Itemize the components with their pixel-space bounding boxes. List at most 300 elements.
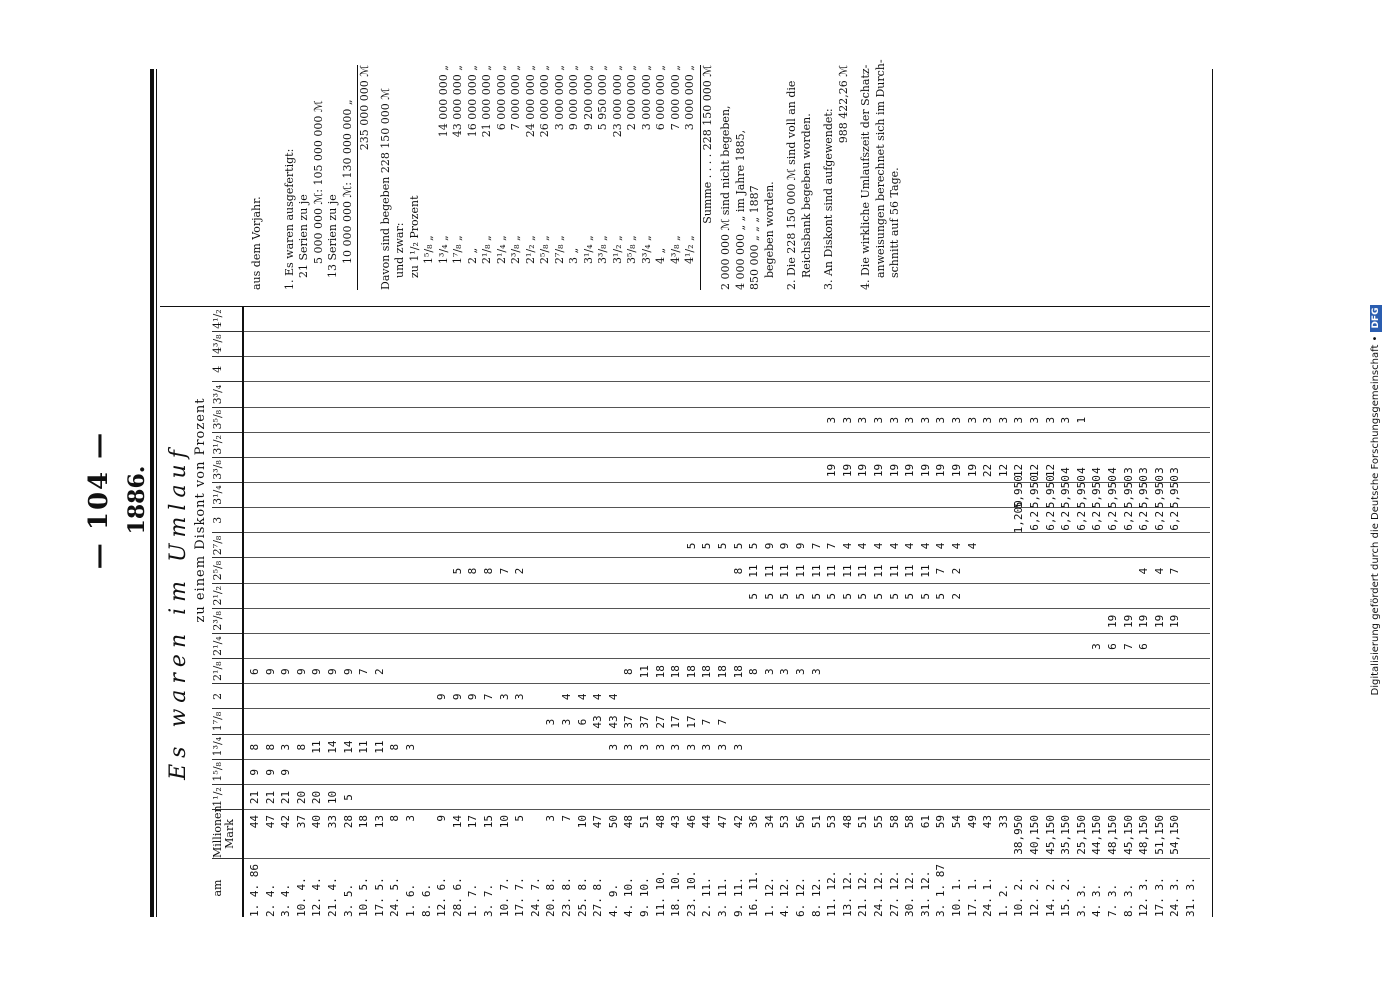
given-row bbox=[480, 65, 495, 290]
rate-cell: 19 bbox=[1152, 614, 1166, 629]
rate-cell: 18 bbox=[653, 665, 667, 679]
row-date: 3. 1. 87 bbox=[934, 864, 948, 917]
rate-cell: 19 bbox=[903, 463, 917, 478]
rate-cell: 5 bbox=[856, 592, 870, 600]
row-amount: 49 bbox=[965, 815, 979, 829]
row-amount: 18 bbox=[357, 815, 371, 829]
row-amount: 8 bbox=[388, 815, 402, 822]
rate-cell: 1,200 bbox=[1012, 500, 1026, 534]
rate-cell: 22 bbox=[981, 463, 995, 478]
given-rows bbox=[422, 65, 698, 290]
rate-cell: 7 bbox=[1121, 643, 1135, 650]
rate-cell: 19 bbox=[965, 463, 979, 478]
rate-cell: 6,2 bbox=[1043, 510, 1057, 531]
rate-cell: 12 bbox=[1043, 463, 1057, 478]
row-amount: 17 bbox=[466, 815, 480, 829]
header-rate-13: 3¹/₄ bbox=[212, 483, 242, 508]
rate-cell: 6 bbox=[248, 668, 261, 675]
row-amount: 3 bbox=[544, 815, 558, 822]
rate-cell: 5 bbox=[825, 592, 839, 600]
rate-cell: 5 bbox=[887, 592, 901, 600]
given-amount: 14 000 000 „ bbox=[436, 65, 450, 138]
row-date: 31. 12. bbox=[918, 870, 932, 917]
rate-column-line bbox=[242, 809, 1210, 810]
rate-cell: 20 bbox=[294, 790, 308, 805]
rate-cell: 9 bbox=[450, 693, 464, 701]
rate-cell: 8 bbox=[248, 743, 261, 751]
rate-column-line bbox=[242, 381, 1210, 382]
given-rate: 2⁷/₈ „ bbox=[552, 235, 566, 264]
row-date: 24. 7. bbox=[528, 877, 542, 917]
row-date: 20. 8. bbox=[544, 877, 558, 917]
rate-cell: 7 bbox=[497, 567, 511, 575]
header-rate-1: 1¹/₂ bbox=[212, 785, 242, 810]
rate-cell: 19 bbox=[887, 463, 901, 478]
given-amount: 2 000 000 „ bbox=[625, 65, 638, 131]
given-row bbox=[625, 65, 640, 290]
row-date: 27. 8. bbox=[591, 877, 605, 917]
rate-cell: 11 bbox=[372, 740, 386, 754]
rate-cell: 43 bbox=[606, 715, 620, 729]
rate-cell: 9 bbox=[794, 542, 807, 550]
rate-cell: 4 bbox=[965, 542, 979, 550]
rate-cell: 7 bbox=[825, 542, 839, 550]
row-date: 24. 12. bbox=[872, 870, 885, 917]
rate-cell: 4 bbox=[918, 542, 932, 550]
rate-cell: 17 bbox=[684, 715, 698, 729]
note-1-series-a-amount: 5 000 000 ℳ: 105 000 000 ℳ bbox=[311, 100, 325, 264]
row-date: 16. 11. bbox=[747, 870, 761, 917]
row-date: 17. 5. bbox=[372, 877, 386, 917]
rate-cell: 3 bbox=[856, 416, 870, 424]
rate-cell: 6,2 bbox=[1121, 510, 1135, 531]
header-rate-5: 2 bbox=[212, 684, 242, 709]
rate-cell: 37 bbox=[638, 715, 651, 729]
rate-cell: 17 bbox=[669, 715, 683, 729]
row-date: 10. 4. bbox=[294, 877, 308, 917]
rate-cell: 19 bbox=[950, 463, 963, 478]
row-date: 25. 8. bbox=[575, 877, 589, 917]
rate-cell: 3 bbox=[700, 743, 714, 751]
rate-cell: 3 bbox=[778, 668, 792, 675]
header-rate-4: 1⁷/₈ bbox=[212, 709, 242, 734]
rate-cell: 5 bbox=[731, 542, 745, 550]
row-amount: 47 bbox=[263, 815, 277, 829]
row-date: 1. 7. bbox=[466, 883, 480, 917]
rate-cell: 4 bbox=[887, 542, 901, 550]
row-amount: 34 bbox=[762, 815, 776, 829]
row-amount: 9 bbox=[435, 815, 449, 822]
given-rate: 2³/₈ „ bbox=[509, 235, 522, 264]
header-rate-18: 4 bbox=[212, 357, 242, 382]
row-amount: 50 bbox=[606, 815, 620, 829]
rate-cell: 14 bbox=[326, 740, 339, 754]
rate-cell: 4 bbox=[1106, 467, 1119, 474]
rate-cell: 11 bbox=[310, 740, 324, 754]
rate-cell: 4 bbox=[591, 693, 605, 701]
top-thin-rule bbox=[156, 69, 157, 917]
header-rate-12: 3 bbox=[212, 508, 242, 533]
row-date: 12. 3. bbox=[1137, 877, 1151, 917]
header-rate-3: 1³/₄ bbox=[212, 735, 242, 760]
rate-cell: 37 bbox=[622, 715, 636, 729]
row-amount: 56 bbox=[794, 815, 807, 829]
rate-cell: 11 bbox=[872, 564, 885, 578]
row-amount: 43 bbox=[981, 815, 995, 829]
rate-cell: 3 bbox=[825, 416, 839, 424]
rate-cell: 2 bbox=[950, 592, 963, 600]
given-subtitle: und zwar: bbox=[393, 222, 406, 278]
rate-cell: 9 bbox=[778, 542, 792, 550]
rate-cell: 5 bbox=[794, 592, 807, 600]
rate-cell: 2 bbox=[372, 668, 386, 675]
rate-cell: 4 bbox=[1074, 467, 1088, 474]
rate-cell: 5 bbox=[778, 592, 792, 600]
rate-cell: 6,2 bbox=[1168, 510, 1182, 531]
given-amount: 43 000 000 „ bbox=[451, 65, 464, 138]
rate-cell: 7 bbox=[809, 542, 823, 550]
rate-cell: 4 bbox=[1137, 567, 1151, 575]
rate-cell: 3 bbox=[1168, 467, 1182, 474]
header-rate-17: 3³/₄ bbox=[212, 382, 242, 407]
row-date: 4. 9. bbox=[606, 883, 620, 917]
rate-cell: 5,950 bbox=[1090, 475, 1104, 509]
given-rate: 4³/₈ „ bbox=[668, 235, 682, 264]
row-date: 4. 3. bbox=[1090, 883, 1104, 917]
rate-cell: 3 bbox=[1090, 643, 1104, 650]
row-amount: 54 bbox=[950, 815, 963, 829]
rate-cell: 5,950 bbox=[1059, 475, 1073, 509]
rate-cell: 11 bbox=[762, 564, 776, 578]
header-rate-9: 2¹/₂ bbox=[212, 584, 242, 609]
given-amount: 26 000 000 „ bbox=[538, 65, 551, 138]
rate-column-line bbox=[242, 608, 1210, 609]
rate-cell: 5 bbox=[716, 542, 729, 550]
rate-cell: 27 bbox=[653, 715, 667, 729]
given-amount: 7 000 000 „ bbox=[668, 65, 682, 131]
rate-cell: 8 bbox=[731, 567, 745, 575]
note-2-line-2: Reichsbank begeben worden. bbox=[799, 113, 813, 278]
row-date: 12. 6. bbox=[435, 877, 449, 917]
given-rate: 4¹/₂ „ bbox=[683, 235, 696, 264]
note-4-line-3: schnitt auf 56 Tage. bbox=[888, 167, 901, 278]
rate-cell: 11 bbox=[794, 564, 807, 578]
row-amount: 40,150 bbox=[1028, 815, 1041, 855]
row-amount: 15 bbox=[482, 815, 495, 829]
rate-cell: 12 bbox=[1028, 463, 1041, 478]
row-date: 24. 3. bbox=[1168, 877, 1182, 917]
rate-cell: 5,950 bbox=[1106, 475, 1119, 509]
rate-cell: 1 bbox=[1074, 416, 1088, 424]
given-rate: 3 „ bbox=[567, 247, 580, 264]
rate-cell: 5 bbox=[747, 542, 761, 550]
header-rate-16: 3⁵/₈ bbox=[212, 408, 242, 433]
rate-cell: 9 bbox=[263, 668, 277, 675]
given-row bbox=[553, 65, 568, 290]
row-amount: 51 bbox=[856, 815, 870, 829]
rate-cell: 5 bbox=[700, 542, 714, 550]
rate-cell: 4 bbox=[1152, 567, 1166, 575]
rate-cell: 4 bbox=[1090, 467, 1104, 474]
row-amount: 47 bbox=[591, 815, 605, 829]
rate-cell: 21 bbox=[263, 790, 277, 805]
row-amount: 45,150 bbox=[1043, 815, 1057, 855]
rate-cell: 11 bbox=[357, 740, 371, 754]
rate-cell: 5 bbox=[872, 592, 885, 600]
row-amount: 61 bbox=[918, 815, 932, 829]
given-rate: 2 „ bbox=[465, 247, 479, 264]
rate-column-line bbox=[242, 784, 1210, 785]
page-number: — 104 — bbox=[84, 430, 114, 570]
digitization-credit bbox=[1370, 0, 1382, 1000]
rate-cell: 4 bbox=[950, 542, 963, 550]
row-amount: 7 bbox=[560, 815, 573, 822]
rate-cell: 11 bbox=[747, 564, 761, 578]
note-1-series-b: 13 Serien zu je bbox=[326, 194, 339, 278]
row-date: 13. 12. bbox=[840, 870, 854, 917]
rate-cell: 7 bbox=[482, 693, 495, 701]
row-date: 10. 1. bbox=[950, 877, 963, 917]
row-amount: 51 bbox=[809, 815, 823, 829]
rate-cell: 9 bbox=[466, 693, 480, 701]
rate-cell: 19 bbox=[1137, 614, 1151, 629]
rate-cell: 3 bbox=[684, 743, 698, 751]
rate-cell: 5,950 bbox=[1012, 475, 1026, 509]
rate-cell: 4 bbox=[1059, 467, 1073, 474]
row-date: 21. 12. bbox=[856, 870, 870, 917]
rate-cell: 5 bbox=[934, 592, 948, 600]
given-row bbox=[509, 65, 524, 290]
rate-cell: 8 bbox=[466, 567, 480, 575]
row-date: 21. 4. bbox=[326, 877, 339, 917]
not-given-line-1: 2 000 000 ℳ sind nicht begeben, bbox=[719, 105, 732, 290]
rate-cell: 9 bbox=[248, 768, 261, 776]
given-amount: 5 950 000 „ bbox=[596, 65, 609, 131]
given-rate: 1⁵/₈ „ bbox=[422, 235, 435, 264]
row-amount: 42 bbox=[731, 815, 745, 829]
rate-cell: 2 bbox=[950, 567, 963, 575]
rate-cell: 9 bbox=[263, 768, 277, 776]
rate-cell: 6,2 bbox=[1152, 510, 1166, 531]
credit-text: Digitalisierung gefördert durch die Deutsche Forschungsgemeinschaft • bbox=[1370, 335, 1381, 696]
rate-cell: 11 bbox=[903, 564, 917, 578]
row-amount: 38,950 bbox=[1012, 815, 1026, 855]
row-date: 3. 11. bbox=[716, 877, 729, 917]
row-date: 30. 12. bbox=[903, 870, 917, 917]
row-date: 24. 1. bbox=[981, 877, 995, 917]
row-date: 17. 1. bbox=[965, 877, 979, 917]
given-rate: 1³/₄ „ bbox=[436, 235, 450, 264]
rate-cell: 5,950 bbox=[1043, 475, 1057, 509]
rate-cell: 3 bbox=[1059, 416, 1073, 424]
header-rule bbox=[242, 307, 244, 917]
note-4-line-1: 4. Die wirkliche Umlaufszeit der Schatz- bbox=[859, 64, 872, 290]
rate-cell: 3 bbox=[809, 668, 823, 675]
row-date: 3. 7. bbox=[482, 883, 495, 917]
given-amount: 3 000 000 „ bbox=[552, 65, 566, 131]
row-amount: 3 bbox=[404, 815, 417, 822]
rate-cell: 3 bbox=[903, 416, 917, 424]
rate-cell: 14 bbox=[341, 740, 355, 754]
row-date: 4. 12. bbox=[778, 877, 792, 917]
header-date: am bbox=[211, 879, 224, 897]
rate-cell: 3 bbox=[513, 693, 527, 701]
row-date: 12. 2. bbox=[1028, 877, 1041, 917]
row-date: 9. 10. bbox=[638, 877, 651, 917]
given-row bbox=[538, 65, 553, 290]
bottom-rule bbox=[1212, 69, 1213, 917]
row-amount: 40 bbox=[310, 815, 324, 829]
rate-cell: 4 bbox=[575, 693, 589, 701]
rate-cell: 12 bbox=[1012, 463, 1026, 478]
given-percent-label: zu 1¹/₂ Prozent bbox=[407, 195, 421, 278]
header-amount: Millionen Mark bbox=[212, 810, 242, 859]
row-amount: 35,150 bbox=[1059, 815, 1073, 855]
given-row bbox=[437, 65, 452, 290]
row-amount: 58 bbox=[887, 815, 901, 829]
rate-cell: 5 bbox=[840, 592, 854, 600]
row-date: 3. 3. bbox=[1074, 883, 1088, 917]
rate-cell: 3 bbox=[1043, 416, 1057, 424]
rate-cell: 11 bbox=[778, 564, 792, 578]
given-row bbox=[451, 65, 466, 290]
rate-cell: 3 bbox=[497, 693, 511, 701]
not-given-line-2: 4 000 000 „ „ im Jahre 1885, bbox=[733, 129, 747, 290]
row-amount: 28 bbox=[341, 815, 355, 829]
given-row bbox=[422, 65, 437, 290]
rate-cell: 19 bbox=[1106, 614, 1119, 629]
row-amount: 48,150 bbox=[1106, 815, 1119, 855]
given-rate: 3¹/₄ „ bbox=[581, 235, 595, 264]
rate-cell: 9 bbox=[279, 768, 293, 776]
rate-cell: 19 bbox=[825, 463, 839, 478]
given-row bbox=[669, 65, 684, 290]
rate-cell: 12 bbox=[996, 463, 1010, 478]
header-rate-8: 2³/₈ bbox=[212, 609, 242, 634]
row-amount: 44,150 bbox=[1090, 815, 1104, 855]
row-amount: 51 bbox=[638, 815, 651, 829]
rate-cell: 3 bbox=[950, 416, 963, 424]
rate-cell: 11 bbox=[856, 564, 870, 578]
rate-cell: 9 bbox=[310, 668, 324, 675]
given-rate: 3¹/₂ „ bbox=[610, 235, 624, 264]
given-row bbox=[495, 65, 510, 290]
row-date: 1. 12. bbox=[762, 877, 776, 917]
rate-cell: 4 bbox=[856, 542, 870, 550]
rate-cell: 3 bbox=[560, 718, 573, 726]
rate-cell: 18 bbox=[684, 665, 698, 679]
row-amount: 47 bbox=[716, 815, 729, 829]
row-date: 23. 8. bbox=[560, 877, 573, 917]
rate-cell: 3 bbox=[872, 416, 885, 424]
rate-cell: 7 bbox=[934, 567, 948, 575]
row-amount: 44 bbox=[700, 815, 714, 829]
rate-cell: 8 bbox=[294, 743, 308, 751]
rate-cell: 21 bbox=[248, 790, 261, 805]
given-rate: 4 „ bbox=[654, 247, 667, 264]
row-amount: 48,150 bbox=[1137, 815, 1151, 855]
given-amount: 6 000 000 „ bbox=[494, 65, 508, 131]
rate-cell: 3 bbox=[762, 668, 776, 675]
rate-cell: 19 bbox=[1121, 614, 1135, 629]
row-amount: 25,150 bbox=[1074, 815, 1088, 855]
rate-cell: 5,950 bbox=[1028, 475, 1041, 509]
given-row bbox=[654, 65, 669, 290]
rate-cell: 4 bbox=[840, 542, 854, 550]
rate-cell: 3 bbox=[1012, 416, 1026, 424]
table-subtitle: zu einem Diskont von Prozent bbox=[193, 397, 208, 623]
row-date: 11. 10. bbox=[653, 870, 667, 917]
row-amount: 53 bbox=[778, 815, 792, 829]
row-amount: 44 bbox=[248, 815, 261, 829]
row-date: 1. 2. bbox=[996, 883, 1010, 917]
row-date: 24. 5. bbox=[388, 877, 402, 917]
row-date: 3. 4. bbox=[279, 883, 293, 917]
given-amount: 7 000 000 „ bbox=[509, 65, 522, 131]
row-date: 10. 7. bbox=[497, 877, 511, 917]
note-4-line-2: anweisungen berechnet sich im Durch- bbox=[873, 59, 887, 278]
row-amount: 48 bbox=[622, 815, 636, 829]
note-1-title: 1. Es waren ausgefertigt: bbox=[282, 148, 296, 290]
rate-cell: 3 bbox=[731, 743, 745, 751]
note-3-line-1: 3. An Diskont sind aufgewendet: bbox=[822, 108, 835, 290]
given-row bbox=[611, 65, 626, 290]
rate-cell: 3 bbox=[606, 743, 620, 751]
row-date: 12. 4. bbox=[310, 877, 324, 917]
rate-cell: 2 bbox=[513, 567, 527, 575]
given-amount: 6 000 000 „ bbox=[654, 65, 667, 131]
given-rate: 2⁵/₈ „ bbox=[538, 235, 551, 264]
row-amount: 48 bbox=[840, 815, 854, 829]
rate-cell: 5,950 bbox=[1152, 475, 1166, 509]
top-thick-rule bbox=[150, 69, 154, 917]
rate-cell: 3 bbox=[996, 416, 1010, 424]
rate-cell: 7 bbox=[716, 718, 729, 726]
rate-cell: 18 bbox=[700, 665, 714, 679]
row-date: 15. 2. bbox=[1059, 877, 1073, 917]
rate-cell: 7 bbox=[1168, 567, 1182, 575]
table-notes-divider bbox=[160, 306, 1210, 307]
rate-cell: 9 bbox=[341, 668, 355, 675]
rate-cell: 3 bbox=[1028, 416, 1041, 424]
row-date: 17. 7. bbox=[513, 877, 527, 917]
note-1-total: 235 000 000 ℳ bbox=[357, 65, 373, 290]
rate-cell: 3 bbox=[840, 416, 854, 424]
rate-cell: 19 bbox=[918, 463, 932, 478]
note-2-line-1: 2. Die 228 150 000 ℳ sind voll an die bbox=[785, 80, 798, 290]
note-1-series-b-amount: 10 000 000 ℳ: 130 000 000 „ bbox=[340, 99, 354, 264]
rate-cell: 9 bbox=[326, 668, 339, 675]
row-amount: 13 bbox=[372, 815, 386, 829]
rate-cell: 10 bbox=[326, 790, 339, 805]
row-date: 11. 12. bbox=[825, 870, 839, 917]
header-rate-19: 4³/₈ bbox=[212, 332, 242, 357]
rate-cell: 20 bbox=[310, 790, 324, 805]
rate-cell: 18 bbox=[716, 665, 729, 679]
rate-cell: 5 bbox=[809, 592, 823, 600]
given-rate: 2¹/₂ „ bbox=[523, 235, 537, 264]
rate-cell: 18 bbox=[731, 665, 745, 679]
rate-cell: 5,950 bbox=[1137, 475, 1151, 509]
given-amount: 24 000 000 „ bbox=[523, 65, 537, 138]
rate-cell: 3 bbox=[981, 416, 995, 424]
rate-cell: 3 bbox=[404, 743, 417, 751]
given-amount: 9 000 000 „ bbox=[567, 65, 580, 131]
row-amount: 14 bbox=[450, 815, 464, 829]
given-row bbox=[466, 65, 481, 290]
rate-cell: 5 bbox=[684, 542, 698, 550]
rate-cell: 3 bbox=[965, 416, 979, 424]
